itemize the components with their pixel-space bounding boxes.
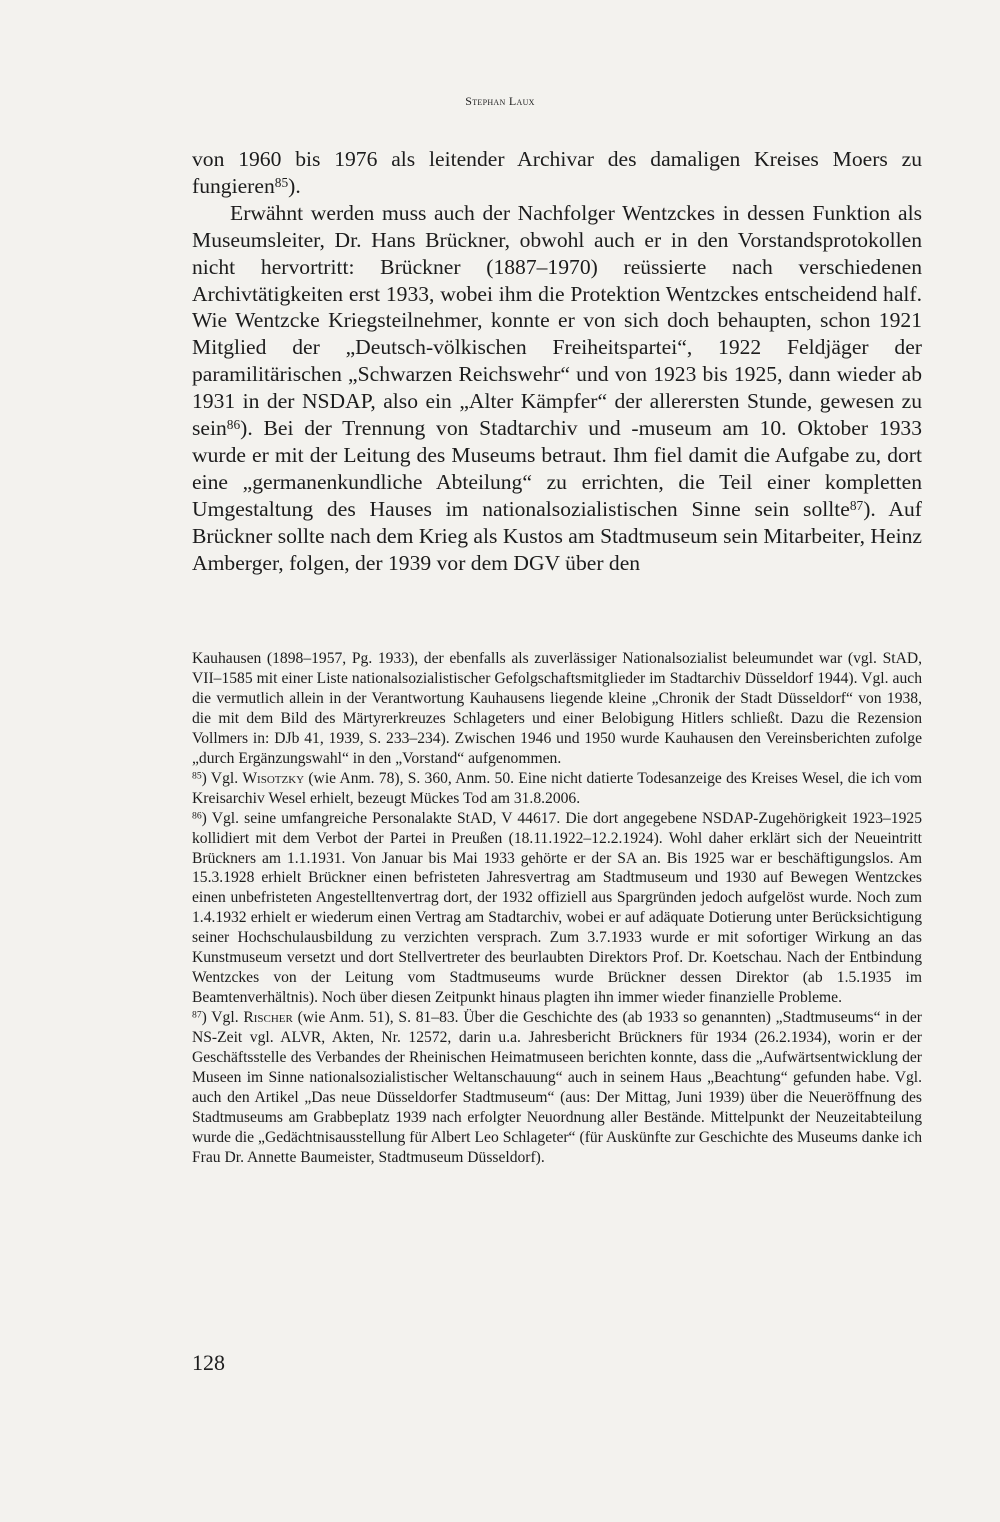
footnote-number-86: 86 xyxy=(192,810,202,822)
paragraph-2-text-c: ). Auf Brückner sollte nach dem Krieg als Kustos am Stadtmuseum sein Mitarbeiter, Heinz Amberger, folgen, der 1939 vor dem DGV über den xyxy=(192,496,922,575)
paragraph-1-text: von 1960 bis 1976 als leitender Archivar des damaligen Kreises Moers zu fungieren xyxy=(192,147,922,198)
footnote-number-85: 85 xyxy=(192,770,202,782)
running-head xyxy=(0,92,1000,110)
footnote-ref-85[interactable]: 85 xyxy=(274,174,289,190)
footnote-87-author: Rischer xyxy=(243,1009,293,1027)
paragraph-1 xyxy=(192,146,922,200)
main-text xyxy=(192,146,922,577)
footnote-85-text-a: ) Vgl. xyxy=(201,769,243,787)
footnote-continuation: Kauhausen (1898–1957, Pg. 1933), der ebenfalls als zuverlässiger Nationalsozialist beleumundet war (vgl. StAD, VII–1585 mit einer Liste nationalsozialistischer Gefolgschaftsmitglieder im Stadtarchiv Düsseldorf 1944). Vgl. auch die vermutlich allein in der Verantwortung Kauhausens liegende kleine „Chronik der Stadt Düsseldorf“ von 1938, die mit dem Bild des Märtyrerkreuzes Schlageters und einer Belobigung Hitlers schließt. Dazu die Rezension Vollmers in: DJb 41, 1939, S. 233–234). Zwischen 1946 und 1950 wurde Kauhausen den Vereinsberichten zufolge „durch Ergänzungswahl“ in den „Vorstand“ aufgenommen. xyxy=(192,650,922,767)
paragraph-2 xyxy=(192,200,922,577)
footnote-86-text: ) Vgl. seine umfangreiche Personalakte StAD, V 44617. Die dort angegebene NSDAP-Zugehörigkeit 1923–1925 kollidiert mit dem Verbot der Partei in Preußen (18.11.1922–12.2.1924). Wohl daher erklärt sich der Neueintritt Brückners am 1.1.1931. Von Januar bis Mai 1933 gehörte er der SA an. Bis 1925 war er beschäftigungslos. Am 15.3.1928 erhielt Brückner einen befristeten Jahresvertrag am Stadtmuseum und 1930 auf Bewegen Wentzckes einen unbefristeten Angestelltenvertrag dort, der 1932 offiziell aus Spargründen jedoch aufgelöst wurde. Noch zum 1.4.1932 erhielt er wiederum einen Vertrag am Stadtarchiv, wobei er auf adäquate Dotierung unter Berücksichtigung seiner Hochschulausbildung zu verzichten versprach. Zum 3.7.1933 wurde er mit sofortiger Wirkung an das Kunstmuseum versetzt und dort Stellvertreter des beurlaubten Direktors Prof. Dr. Koetschau. Nach der Entbindung Wentzckes von der Leitung vom Stadtmuseums wurde Brückner dessen Direktor (ab 1.5.1935 im Beamtenverhältnis). Noch über diesen Zeitpunkt hinaus plagten ihn immer wieder finanzielle Probleme. xyxy=(192,809,922,1007)
footnotes xyxy=(192,649,922,1168)
footnote-86 xyxy=(192,809,922,1009)
page-number: 128 xyxy=(192,1350,225,1375)
footnote-87-text-b: (wie Anm. 51), S. 81–83. Über die Geschichte des (ab 1933 so genannten) „Stadtmuseums“ in der NS-Zeit vgl. ALVR, Akten, Nr. 12572, darin u.a. Jahresbericht Brückners für 1934 (26.2.1934), worin er der Geschäftsstelle des Verbandes der Rheinischen Heimatmuseen berichten konnte, dass die „Aufwärtsentwicklung der Museen im Sinne nationalsozialistischer Weltanschauung“ auch in seinem Haus „Beachtung“ gefunden habe. Vgl. auch den Artikel „Das neue Düsseldorfer Stadtmuseum“ (aus: Der Mittag, Juni 1939) über die Neueröffnung des Stadtmuseums am Grabbeplatz 1939 nach erfolgter Neuordnung aller Bestände. Mittelpunkt der Neuzeitabteilung wurde die „Gedächtnisausstellung für Albert Leo Schlageter“ (für Auskünfte zur Geschichte des Museums danke ich Frau Dr. Annette Baumeister, Stadtmuseum Düsseldorf). xyxy=(192,1009,922,1166)
paragraph-2-text-a: Erwähnt werden muss auch der Nachfolger Wentzckes in dessen Funktion als Museumsleiter, Dr. Hans Brückner, obwohl auch er in den Vorstandsprotokollen nicht hervortritt: Brückner (1887–1970) reüssierte nach verschiedenen Archivtätigkeiten erst 1933, wobei ihm die Protektion Wentzckes entscheidend half. Wie Wentzcke Kriegsteilnehmer, konnte er von sich doch behaupten, schon 1921 Mitglied der „Deutsch-völkischen Freiheitspartei“, 1922 Feldjäger der paramilitärischen „Schwarzen Reichswehr“ und von 1923 bis 1925, dann wieder ab 1931 in der NSDAP, also ein „Alter Kämpfer“ der allerersten Stunde, gewesen zu sein xyxy=(192,200,922,441)
footnote-85-author: Wisotzky xyxy=(242,769,305,787)
footnote-87-text-a: ) Vgl. xyxy=(201,1009,244,1027)
footnote-number-87: 87 xyxy=(192,1009,202,1021)
paragraph-1-end: ). xyxy=(288,173,301,198)
paragraph-2-text-b: ). Bei der Trennung von Stadtarchiv und -museum am 10. Oktober 1933 wurde er mit der Leitung des Museums betraut. Ihm fiel damit die Aufgabe zu, dort eine „germanenkundliche Abteilung“ zu errichten, die Teil einer kompletten Umgestaltung des Hauses im nationalsozialistischen Sinne sein sollte xyxy=(192,416,922,521)
footnote-ref-86[interactable]: 86 xyxy=(226,417,241,433)
footnote-85-text-b: (wie Anm. 78), S. 360, Anm. 50. Eine nicht datierte Todesanzeige des Kreises Wesel, die ich vom Kreisarchiv Wesel erhielt, bezeugt Mückes Tod am 31.8.2006. xyxy=(192,769,922,807)
footnote-ref-87[interactable]: 87 xyxy=(849,497,864,513)
footnote-87 xyxy=(192,1008,922,1168)
footnote-85 xyxy=(192,769,922,809)
running-head-text: Stephan Laux xyxy=(465,94,535,108)
